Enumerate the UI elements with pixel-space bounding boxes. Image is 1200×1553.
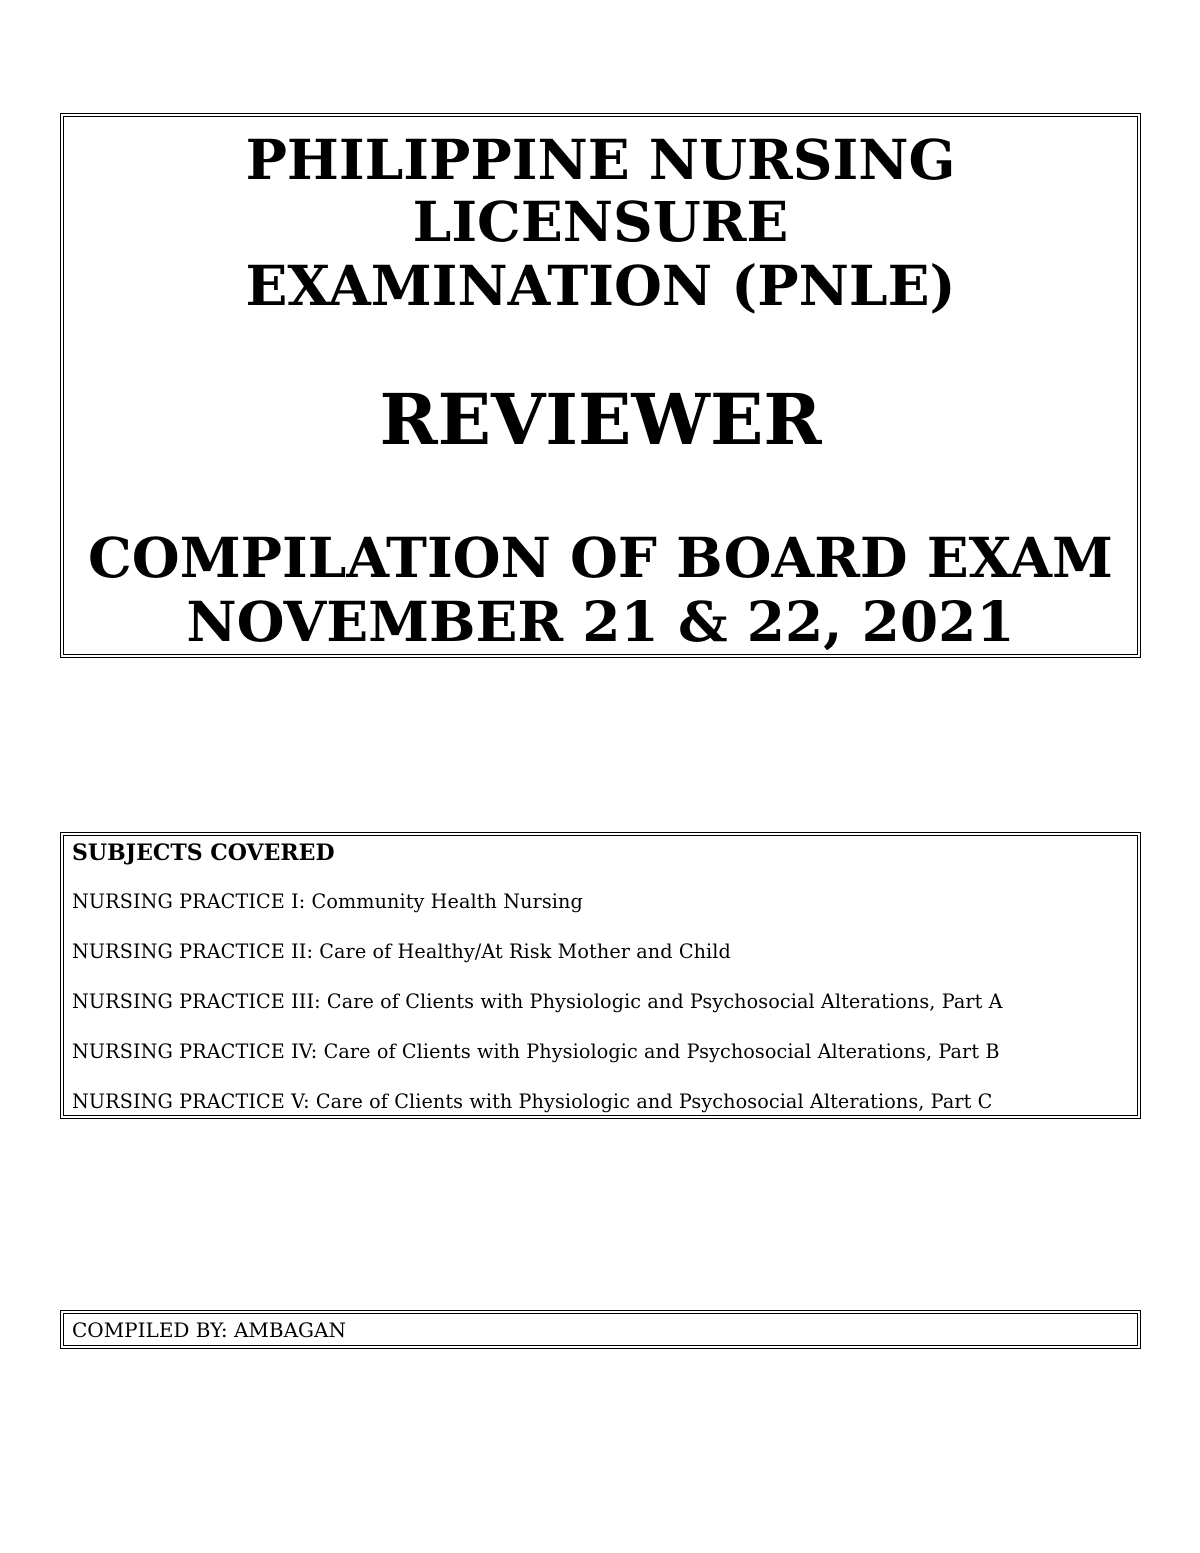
subject-item: NURSING PRACTICE I: Community Health Nursing bbox=[72, 890, 583, 913]
title-line-2: LICENSURE bbox=[412, 189, 789, 254]
title-line-3: EXAMINATION (PNLE) bbox=[245, 253, 956, 318]
subject-item: NURSING PRACTICE IV: Care of Clients with Physiologic and Psychosocial Alterations, Part B bbox=[72, 1040, 1000, 1063]
subjects-box bbox=[60, 832, 1141, 1119]
subject-list bbox=[72, 892, 1003, 1142]
subject-item: NURSING PRACTICE II: Care of Healthy/At Risk Mother and Child bbox=[72, 940, 731, 963]
compilation-heading: COMPILATION OF BOARD EXAM bbox=[88, 525, 1113, 590]
compiled-by-text: COMPILED BY: AMBAGAN bbox=[72, 1318, 346, 1342]
exam-date: NOVEMBER 21 & 22, 2021 bbox=[186, 589, 1015, 654]
reviewer-heading: REVIEWER bbox=[379, 378, 822, 461]
title-line-1: PHILIPPINE NURSING bbox=[245, 127, 956, 192]
subject-item: NURSING PRACTICE V: Care of Clients with Physiologic and Psychosocial Alterations, Part C bbox=[72, 1090, 993, 1113]
compiled-by-box bbox=[60, 1310, 1141, 1349]
title-box bbox=[60, 113, 1141, 658]
subject-item: NURSING PRACTICE III: Care of Clients with Physiologic and Psychosocial Alterations, Part A bbox=[72, 990, 1003, 1013]
subjects-heading: SUBJECTS COVERED bbox=[72, 840, 335, 866]
